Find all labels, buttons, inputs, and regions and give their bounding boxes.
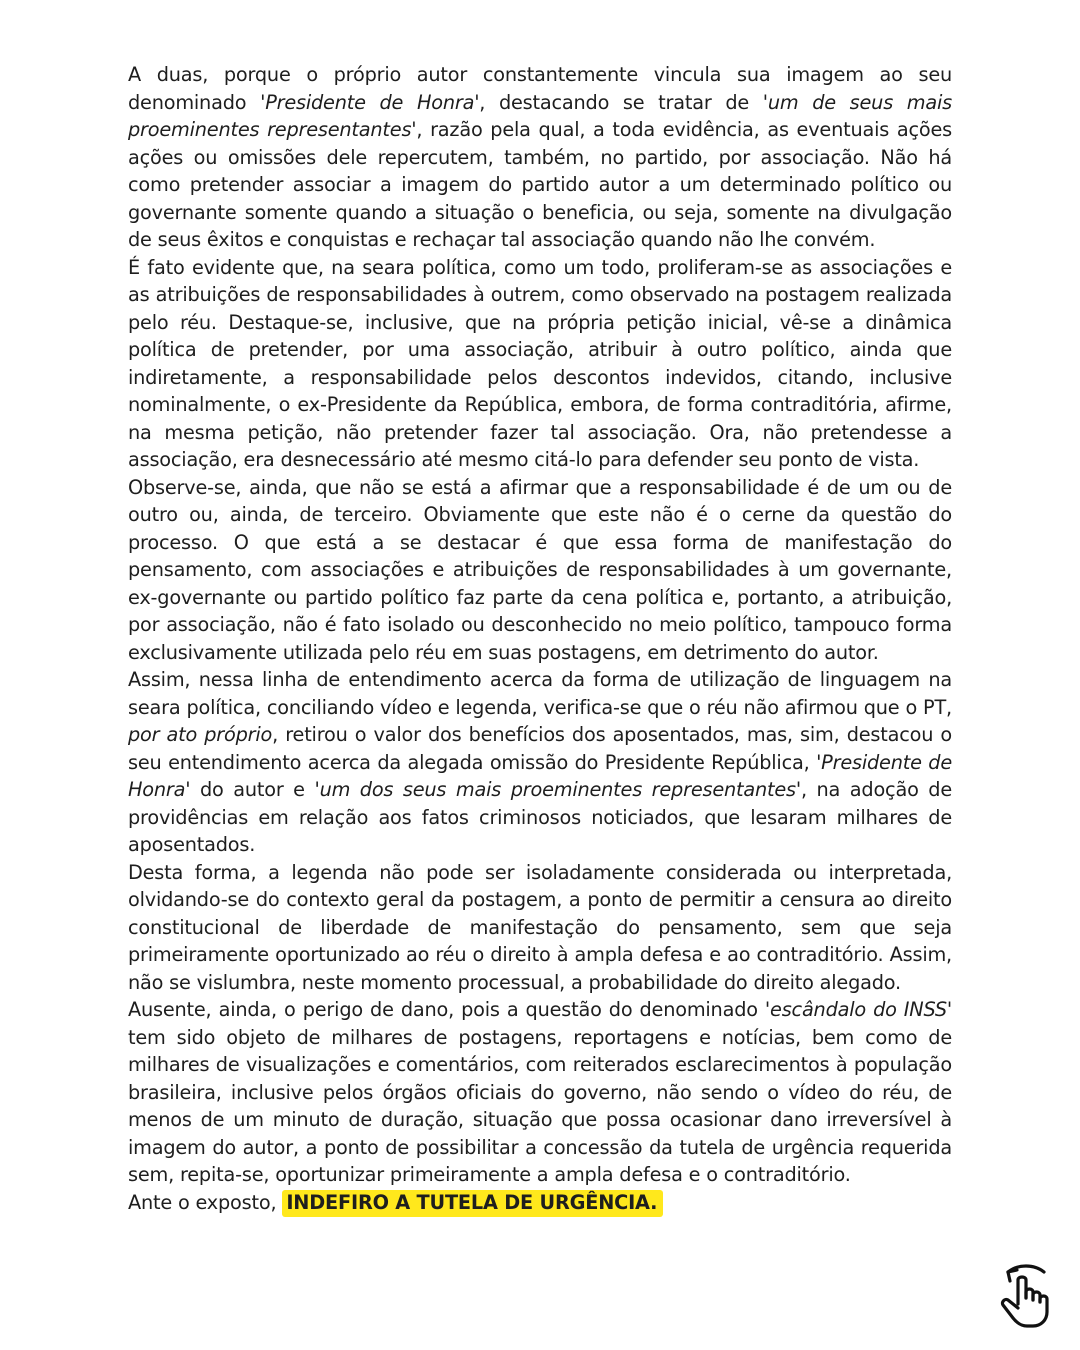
text-segment: A duas, porque o próprio autor constantemente vincula sua imagem ao seu denominado ' bbox=[128, 63, 952, 114]
text-segment: ', destacando se tratar de ' bbox=[474, 90, 768, 114]
text-segment: Desta forma, a legenda não pode ser isoladamente considerada ou interpretada, olvidando-se do contexto geral da postagem, a ponto de permitir a censura ao direito constitucional de liberdade de manifestação do pensamento, sem que seja primeiramente oportunizado ao réu o direito à ampla defesa e ao contraditório. Assim, não se vislumbra, neste momento processual, a probabilidade do direito alegado. bbox=[128, 860, 952, 994]
text-segment: ' tem sido objeto de milhares de postagens, reportagens e notícias, bem como de milhares de visualizações e comentários, com reiterados esclarecimentos à população brasileira, inclusive pelos órgãos oficiais do governo, não sendo o vídeo do réu, de menos de um minuto de duração, situação que possa ocasionar dano irreversível à imagem do autor, a ponto de possibilitar a concessão da tutela de urgência requerida sem, repita-se, oportunizar primeiramente a ampla defesa e o contraditório. bbox=[128, 998, 953, 1186]
text-segment: , retirou o valor dos benefícios dos aposentados, mas, sim, destacou o seu entendimento acerca da alegada omissão do Presidente República, ' bbox=[128, 723, 952, 774]
italic-segment: Presidente de Honra bbox=[265, 90, 475, 114]
paragraph-4 bbox=[128, 666, 952, 859]
swipe-hand-icon[interactable] bbox=[994, 1258, 1056, 1330]
text-segment: Observe-se, ainda, que não se está a afirmar que a responsabilidade é de um ou de outro ou, ainda, de terceiro. Obviamente que este não é o cerne da questão do processo. O que está a se destacar é que essa forma de manifestação do pensamento, com associações e atribuições de responsabilidades à um governante, ex-governante ou partido político faz parte da cena política e, portanto, a atribuição, por associação, não é fato isolado ou desconhecido no meio político, tampouco forma exclusivamente utilizada pelo réu em suas postagens, em detrimento do autor. bbox=[128, 475, 952, 664]
paragraph-1 bbox=[128, 61, 952, 254]
italic-segment: um dos seus mais proeminentes representantes bbox=[319, 778, 796, 801]
text-segment: ' do autor e ' bbox=[185, 778, 320, 801]
italic-segment: escândalo do INSS bbox=[770, 998, 947, 1021]
text-segment: Ausente, ainda, o perigo de dano, pois a questão do denominado ' bbox=[128, 998, 771, 1021]
paragraph-3 bbox=[128, 474, 952, 667]
paragraph-7 bbox=[128, 1189, 952, 1217]
text-segment: ', na adoção de providências em relação aos fatos criminosos noticiados, que lesaram milhares de aposentados. bbox=[128, 778, 952, 856]
paragraph-5 bbox=[128, 859, 952, 997]
paragraph-2 bbox=[128, 254, 952, 474]
decision-highlight: INDEFIRO A TUTELA DE URGÊNCIA. bbox=[282, 1190, 663, 1217]
text-segment: Ante o exposto, bbox=[128, 1190, 283, 1214]
text-segment: ', razão pela qual, a toda evidência, as eventuais ações ações ou omissões dele repercutem, também, no partido, por associação. Não há como pretender associar a imagem do partido autor a um determinado político ou governante somente quando a situação o beneficia, ou seja, somente na divulgação de seus êxitos e conquistas e rechaçar tal associação quando não lhe convém. bbox=[128, 118, 952, 251]
document-body bbox=[128, 61, 952, 1216]
italic-segment: um de seus mais proeminentes representantes bbox=[128, 90, 952, 141]
paragraph-6 bbox=[128, 996, 952, 1189]
italic-segment: por ato próprio bbox=[128, 723, 273, 746]
text-segment: Assim, nessa linha de entendimento acerca da forma de utilização de linguagem na seara política, conciliando vídeo e legenda, verifica-se que o réu não afirmou que o PT, bbox=[128, 668, 952, 719]
text-segment: É fato evidente que, na seara política, como um todo, proliferam-se as associações e as atribuições de responsabilidades à outrem, como observado na postagem realizada pelo réu. Destaque-se, inclusive, que na própria petição inicial, vê-se a dinâmica política de pretender, por uma associação, atribuir à outro político, ainda que indiretamente, a responsabilidade pelos descontos indevidos, citando, inclusive nominalmente, o ex-Presidente da República, embora, de forma contraditória, afirme, na mesma petição, não pretender fazer tal associação. Ora, não pretendesse a associação, era desnecessário até mesmo citá-lo para defender seu ponto de vista. bbox=[128, 255, 952, 471]
italic-segment: Presidente de Honra bbox=[128, 750, 952, 801]
